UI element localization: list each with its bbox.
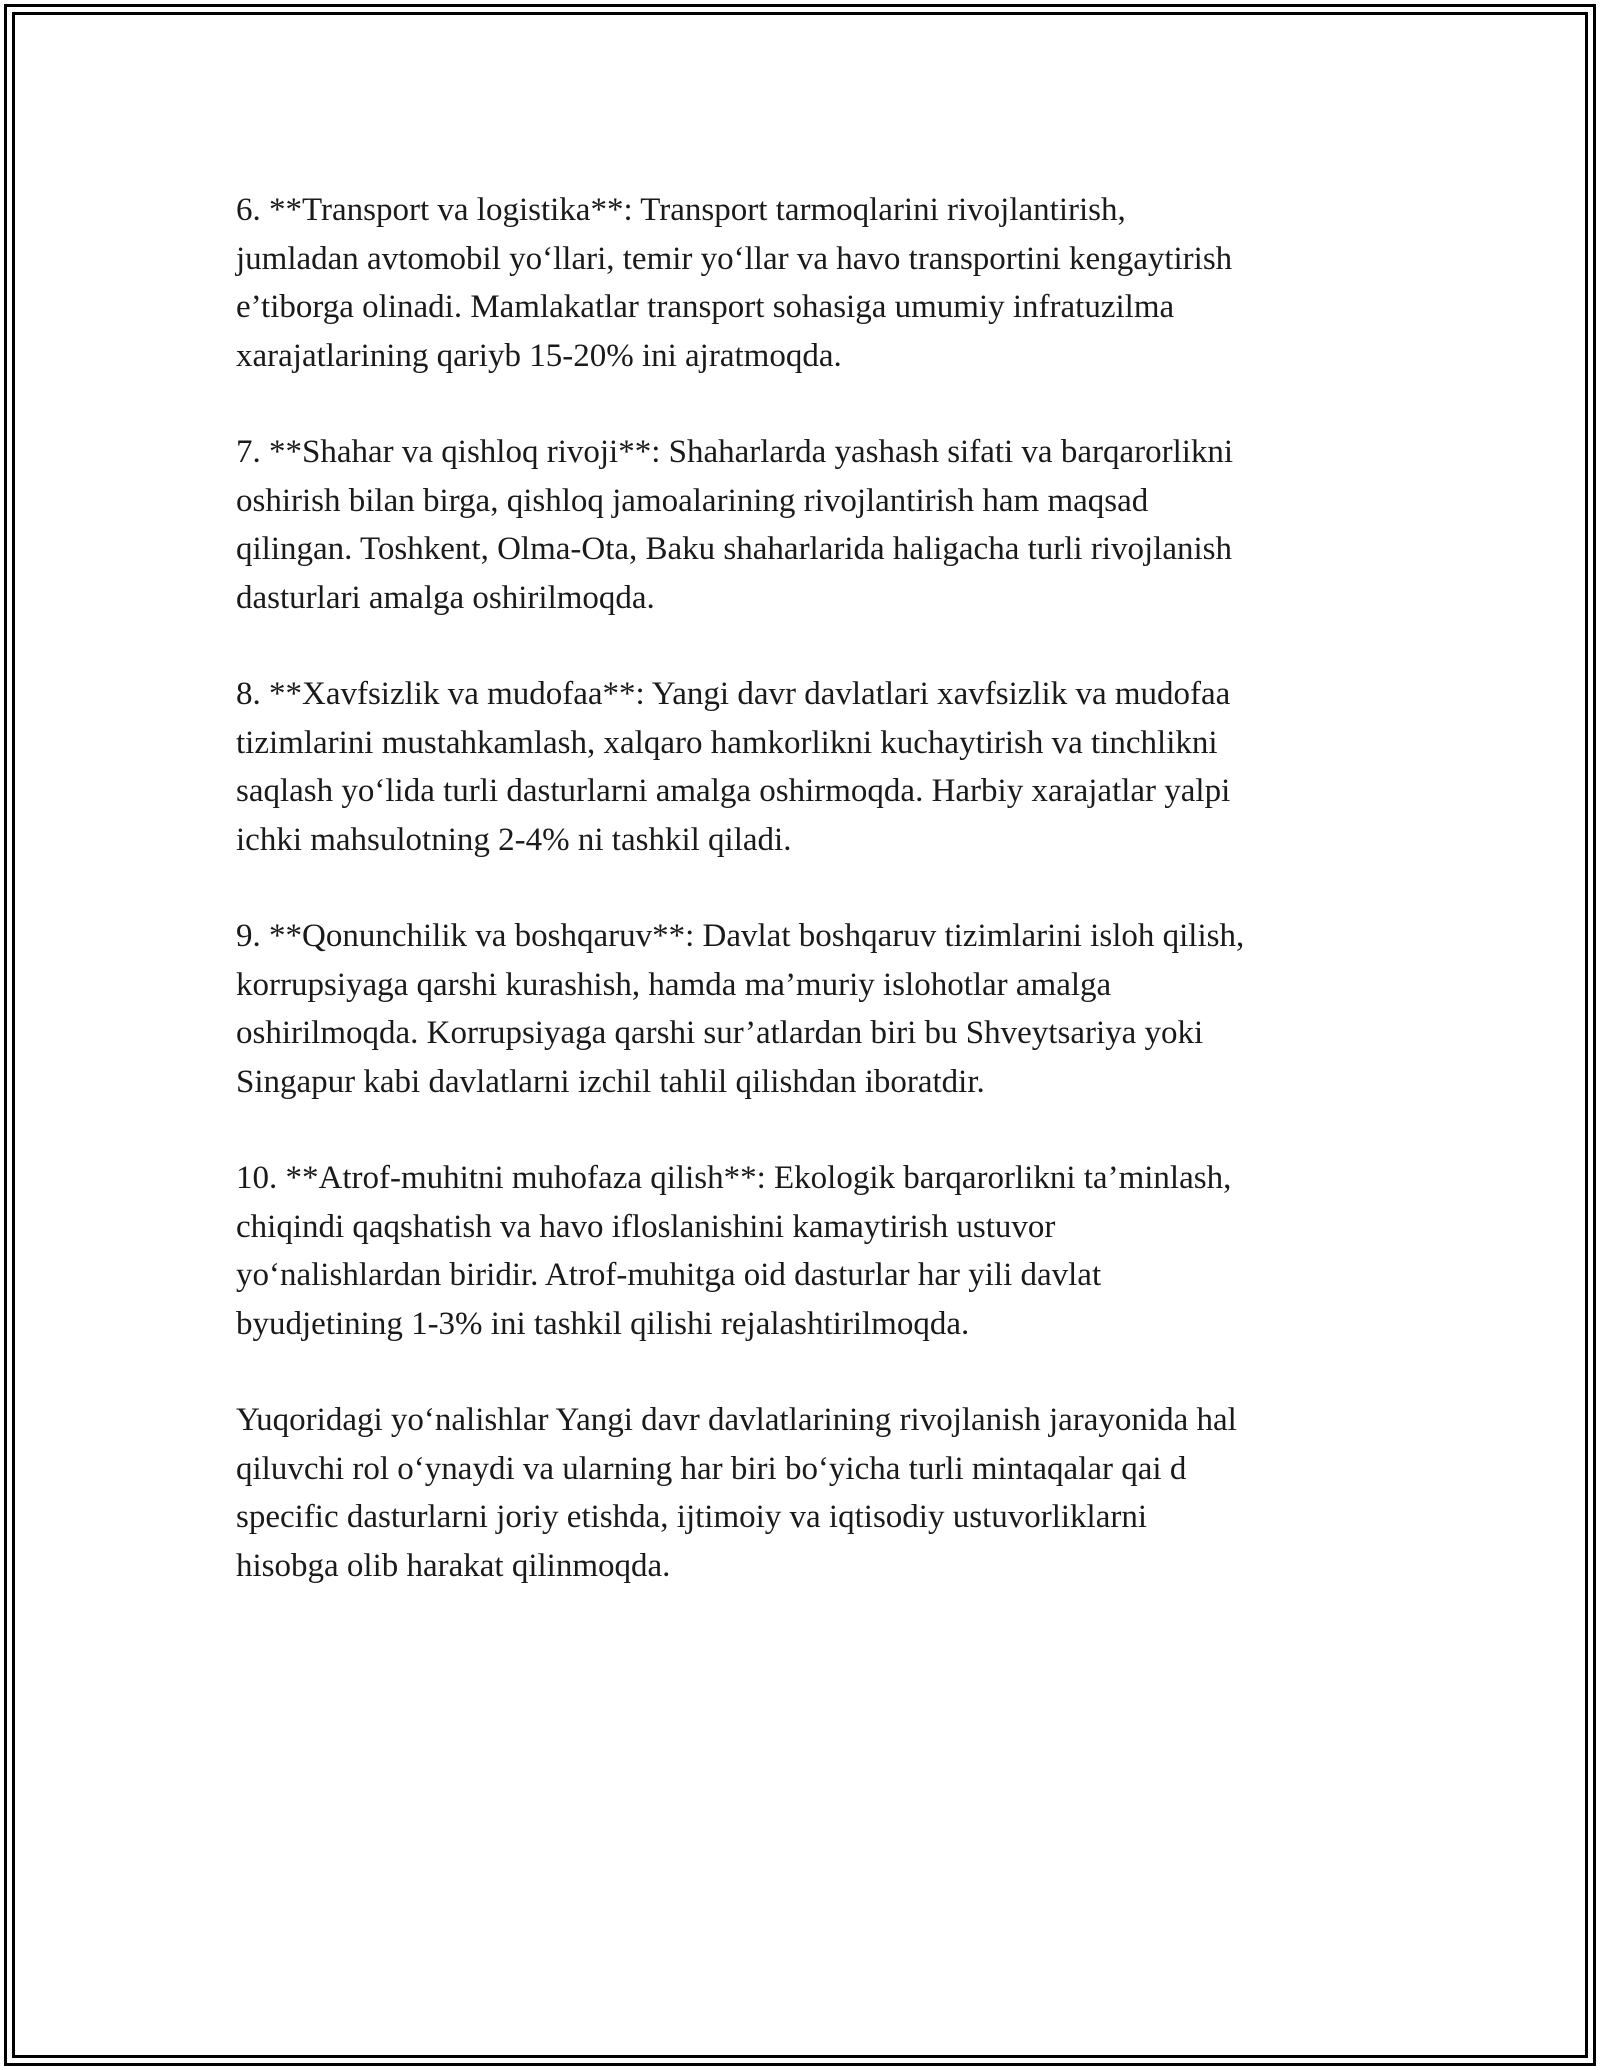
paragraph-urban-rural: 7. **Shahar va qishloq rivoji**: Shaharlarda yashash sifati va barqarorlikni oshirish bilan birga, qishloq jamoalarining rivojlantirish ham maqsad qilingan. Toshkent, Olma-Ota, Baku shaharlarida haligacha turli rivojlanish dasturlari amalga oshirilmoqda. <box>236 434 1234 616</box>
paragraph-governance: 9. **Qonunchilik va boshqaruv**: Davlat boshqaruv tizimlarini isloh qilish, korrupsiyaga qarshi kurashish, hamda ma’muriy islohotlar amalga oshirilmoqda. Korrupsiyaga qarshi sur’atlardan biri bu Shveytsariya yoki Singapur kabi davlatlarni izchil tahlil qilishdan iboratdir. <box>236 918 1245 1100</box>
paragraph-security: 8. **Xavfsizlik va mudofaa**: Yangi davr davlatlari xavfsizlik va mudofaa tizimlarini mustahkamlash, xalqaro hamkorlikni kuchaytirish va tinchlikni saqlash yo‘lida turli dasturlarni amalga oshirmoqda. Harbiy xarajatlar yalpi ichki mahsulotning 2-4% ni tashkil qiladi. <box>236 676 1231 858</box>
paragraph-environment: 10. **Atrof-muhitni muhofaza qilish**: Ekologik barqarorlikni ta’minlash, chiqindi qaqshatish va havo ifloslanishini kamaytirish ustuvor yo‘nalishlardan biridir. Atrof-muhitga oid dasturlar har yili davlat byudjetining 1-3% ini tashkil qilishi rejalashtirilmoqda. <box>236 1160 1232 1342</box>
document-body <box>236 186 1376 1638</box>
paragraph-transport: 6. **Transport va logistika**: Transport tarmoqlarini rivojlantirish, jumladan avtomobil yo‘llari, temir yo‘llar va havo transportini kengaytirish e’tiborga olinadi. Mamlakatlar transport sohasiga umumiy infratuzilma xarajatlarining qariyb 15-20% ini ajratmoqda. <box>236 192 1233 374</box>
paragraph-conclusion: Yuqoridagi yo‘nalishlar Yangi davr davlatlarining rivojlanish jarayonida hal qiluvchi rol o‘ynaydi va ularning har biri bo‘yicha turli mintaqalar qai d specific dasturlarni joriy etishda, ijtimoiy va iqtisodiy ustuvorliklarni hisobga olib harakat qilinmoqda. <box>236 1402 1237 1584</box>
